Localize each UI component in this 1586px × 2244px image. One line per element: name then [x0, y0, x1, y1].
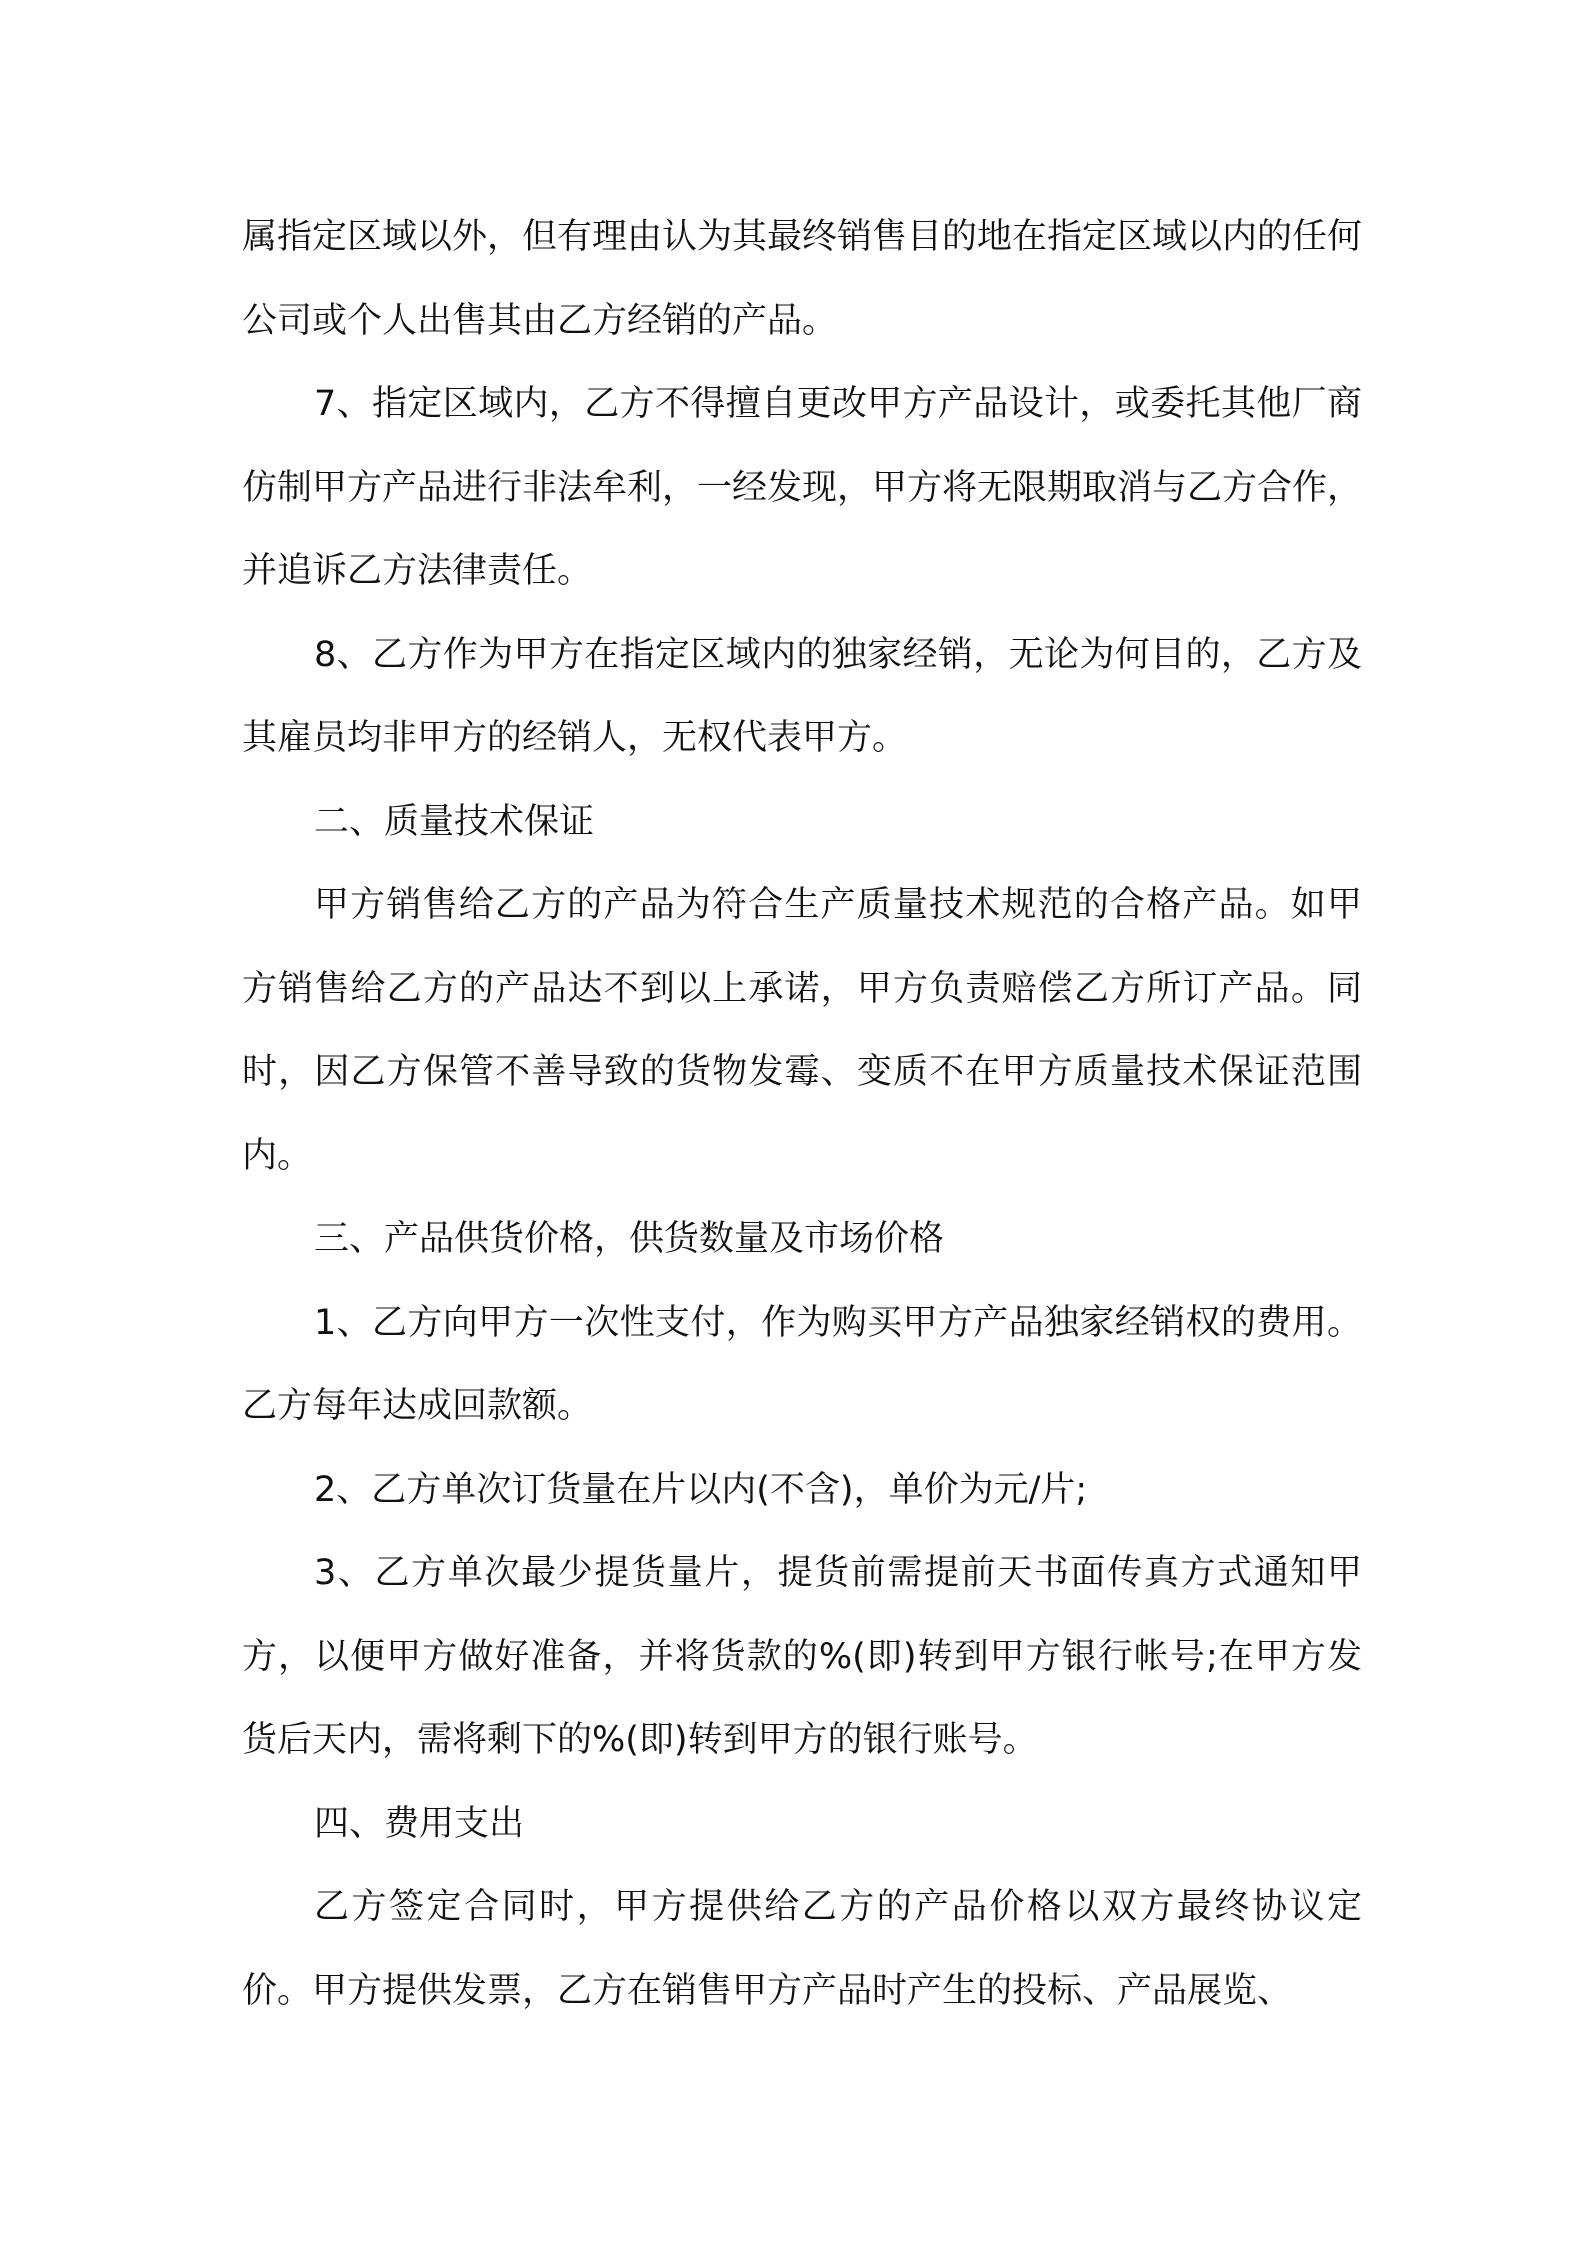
paragraph-expenses: 乙方签定合同时，甲方提供给乙方的产品价格以双方最终协议定价。甲方提供发票，乙方在销售甲方产品时产生的投标、产品展览、	[242, 1887, 1362, 2011]
section-heading-quality: 二、质量技术保证	[314, 801, 595, 842]
paragraph-clause-8: 8、乙方作为甲方在指定区域内的独家经销，无论为何目的，乙方及其雇员均非甲方的经销人，无权代表甲方。	[242, 634, 1362, 758]
paragraph-pricing-3: 3、乙方单次最少提货量片，提货前需提前天书面传真方式通知甲方，以便甲方做好准备，并将货款的%(即)转到甲方银行帐号;在甲方发货后天内，需将剩下的%(即)转到甲方的银行账号。	[242, 1553, 1362, 1760]
document-body	[242, 196, 1362, 2033]
paragraph-clause-7: 7、指定区域内，乙方不得擅自更改甲方产品设计，或委托其他厂商仿制甲方产品进行非法牟利，一经发现，甲方将无限期取消与乙方合作，并追诉乙方法律责任。	[242, 384, 1363, 591]
section-heading-expenses: 四、费用支出	[314, 1803, 525, 1844]
paragraph-quality: 甲方销售给乙方的产品为符合生产质量技术规范的合格产品。如甲方销售给乙方的产品达不到以上承诺，甲方负责赔偿乙方所订产品。同时，因乙方保管不善导致的货物发霉、变质不在甲方质量技术保证范围内。	[242, 885, 1362, 1176]
paragraph-pricing-2: 2、乙方单次订货量在片以内(不含)，单价为元/片;	[314, 1469, 1088, 1510]
paragraph-pricing-1: 1、乙方向甲方一次性支付，作为购买甲方产品独家经销权的费用。乙方每年达成回款额。	[242, 1302, 1362, 1426]
section-heading-pricing: 三、产品供货价格，供货数量及市场价格	[314, 1219, 945, 1259]
paragraph-continuation: 属指定区域以外，但有理由认为其最终销售目的地在指定区域以内的任何公司或个人出售其由乙方经销的产品。	[242, 217, 1363, 341]
